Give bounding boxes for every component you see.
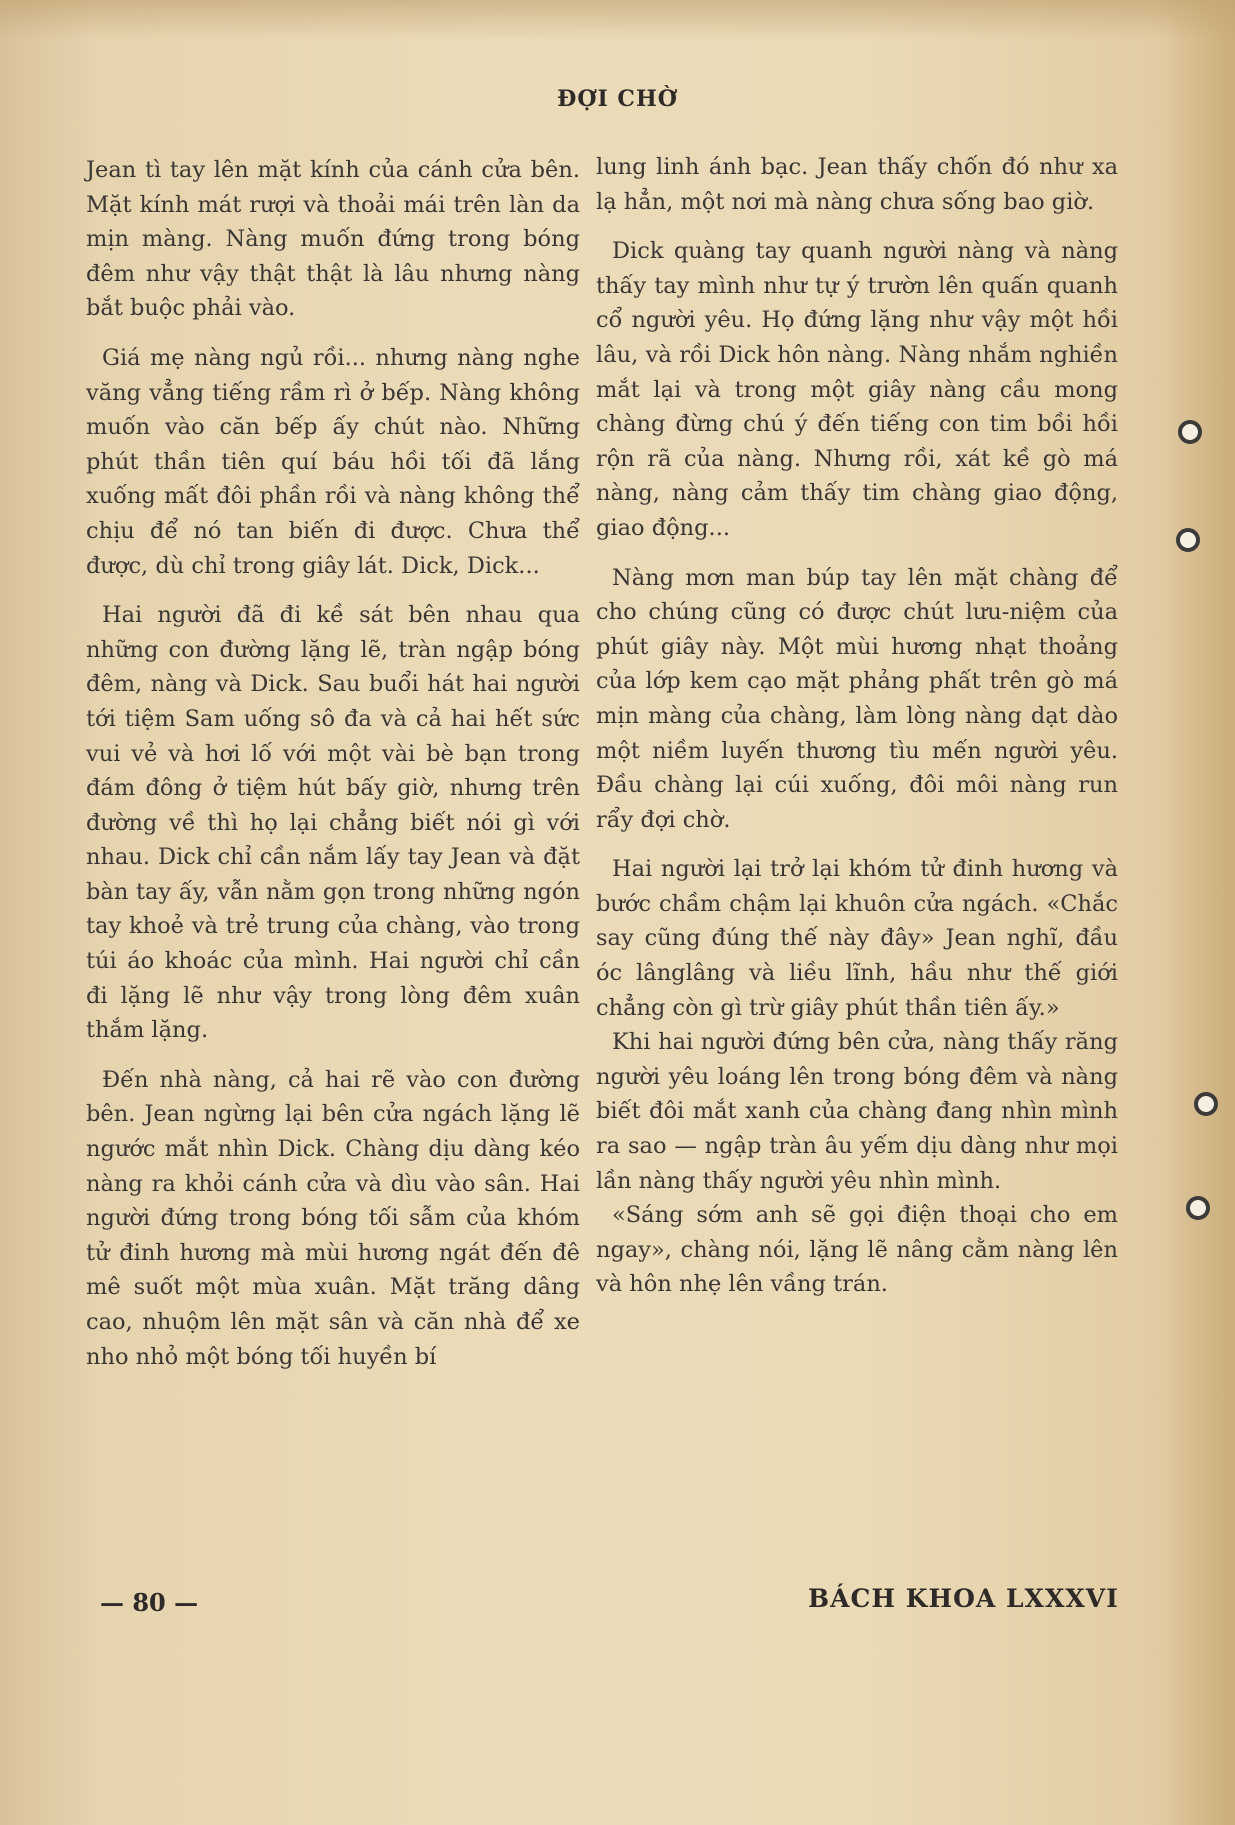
paragraph: Jean tì tay lên mặt kính của cánh cửa bên. Mặt kính mát rượi và thoải mái trên làn da mịn màng. Nàng muốn đứng trong bóng đêm như vậy thật thật là lâu nhưng nàng bắt buộc phải vào. [86, 157, 580, 322]
binding-hole-icon [1186, 1196, 1210, 1220]
paragraph: Hai người đã đi kề sát bên nhau qua những con đường lặng lẽ, tràn ngập bóng đêm, nàng và Dick. Sau buổi hát hai người tới tiệm Sam uống sô đa và cả hai hết sức vui vẻ và hơi lố với một vài bè bạn trong đám đông ở tiệm hút bấy giờ, nhưng trên đường về thì họ lại chẳng biết nói gì với nhau. Dick chỉ cần nắm lấy tay Jean và đặt bàn tay ấy, vẫn nằm gọn trong những ngón tay khoẻ và trẻ trung của chàng, vào trong túi áo khoác của mình. Hai người chỉ cần đi lặng lẽ như vậy trong lòng đêm xuân thắm lặng. [86, 602, 580, 1044]
right-text-column [596, 150, 1118, 1317]
binding-hole-icon [1178, 420, 1202, 444]
paragraph: Giá mẹ nàng ngủ rồi... nhưng nàng nghe văng vẳng tiếng rầm rì ở bếp. Nàng không muốn vào căn bếp ấy chút nào. Những phút thần tiên quí báu hồi tối đã lắng xuống mất đôi phần rồi và nàng không thể chịu để nó tan biến đi được. Chưa thể được, dù chỉ trong giây lát. Dick, Dick... [86, 344, 580, 579]
paragraph: Dick quàng tay quanh người nàng và nàng thấy tay mình như tự ý trườn lên quấn quanh cổ người yêu. Họ đứng lặng như vậy một hồi lâu, và rồi Dick hôn nàng. Nàng nhắm nghiền mắt lại và trong một giây nàng cầu mong chàng đừng chú ý đến tiếng con tim bồi hồi rộn rã của nàng. Nhưng rồi, xát kề gò má nàng, nàng cảm thấy tim chàng giao động, giao động... [596, 238, 1118, 541]
paragraph: Nàng mơn man búp tay lên mặt chàng để cho chúng cũng có được chút lưu-niệm của phút giây này. Một mùi hương nhạt thoảng của lớp kem cạo mặt phảng phất trên gò má mịn màng của chàng, làm lòng nàng dạt dào một niềm luyến thương tìu mến người yêu. Đầu chàng lại cúi xuống, đôi môi nàng run rẩy đợi chờ. [596, 564, 1118, 833]
paragraph: Hai người lại trở lại khóm tử đinh hương và bước chầm chậm lại khuôn cửa ngách. «Chắc say cũng đúng thế này đây» Jean nghĩ, đầu óc lânglâng và liều lĩnh, hầu như thế giới chẳng còn gì trừ giây phút thần tiên ấy.» [596, 856, 1118, 1021]
paragraph: lung linh ánh bạc. Jean thấy chốn đó như xa lạ hẳn, một nơi mà nàng chưa sống bao giờ. [596, 154, 1118, 215]
binding-hole-icon [1194, 1092, 1218, 1116]
page-header-title: ĐỢI CHỜ [557, 86, 678, 112]
paragraph: «Sáng sớm anh sẽ gọi điện thoại cho em ngay», chàng nói, lặng lẽ nâng cằm nàng lên và hôn nhẹ lên vầng trán. [596, 1202, 1118, 1298]
binding-hole-icon [1176, 528, 1200, 552]
paper-edge-right [1165, 0, 1235, 1825]
magazine-issue-label: BÁCH KHOA LXXXVI [808, 1584, 1119, 1613]
page-number: — 80 — [100, 1588, 199, 1617]
paragraph: Khi hai người đứng bên cửa, nàng thấy răng người yêu loáng lên trong bóng đêm và nàng biết đôi mắt xanh của chàng đang nhìn mình ra sao — ngập tràn âu yếm dịu dàng như mọi lần nàng thấy người yêu nhìn mình. [596, 1029, 1118, 1194]
paragraph: Đến nhà nàng, cả hai rẽ vào con đường bên. Jean ngừng lại bên cửa ngách lặng lẽ ngước mắt nhìn Dick. Chàng dịu dàng kéo nàng ra khỏi cánh cửa và dìu vào sân. Hai người đứng trong bóng tối sẫm của khóm tử đinh hương mà mùi hương ngát đến đê mê suốt một mùa xuân. Mặt trăng dâng cao, nhuộm lên mặt sân và căn nhà để xe nho nhỏ một bóng tối huyền bí [86, 1066, 580, 1370]
left-text-column [86, 153, 580, 1389]
paper-edge-top [0, 0, 1235, 40]
